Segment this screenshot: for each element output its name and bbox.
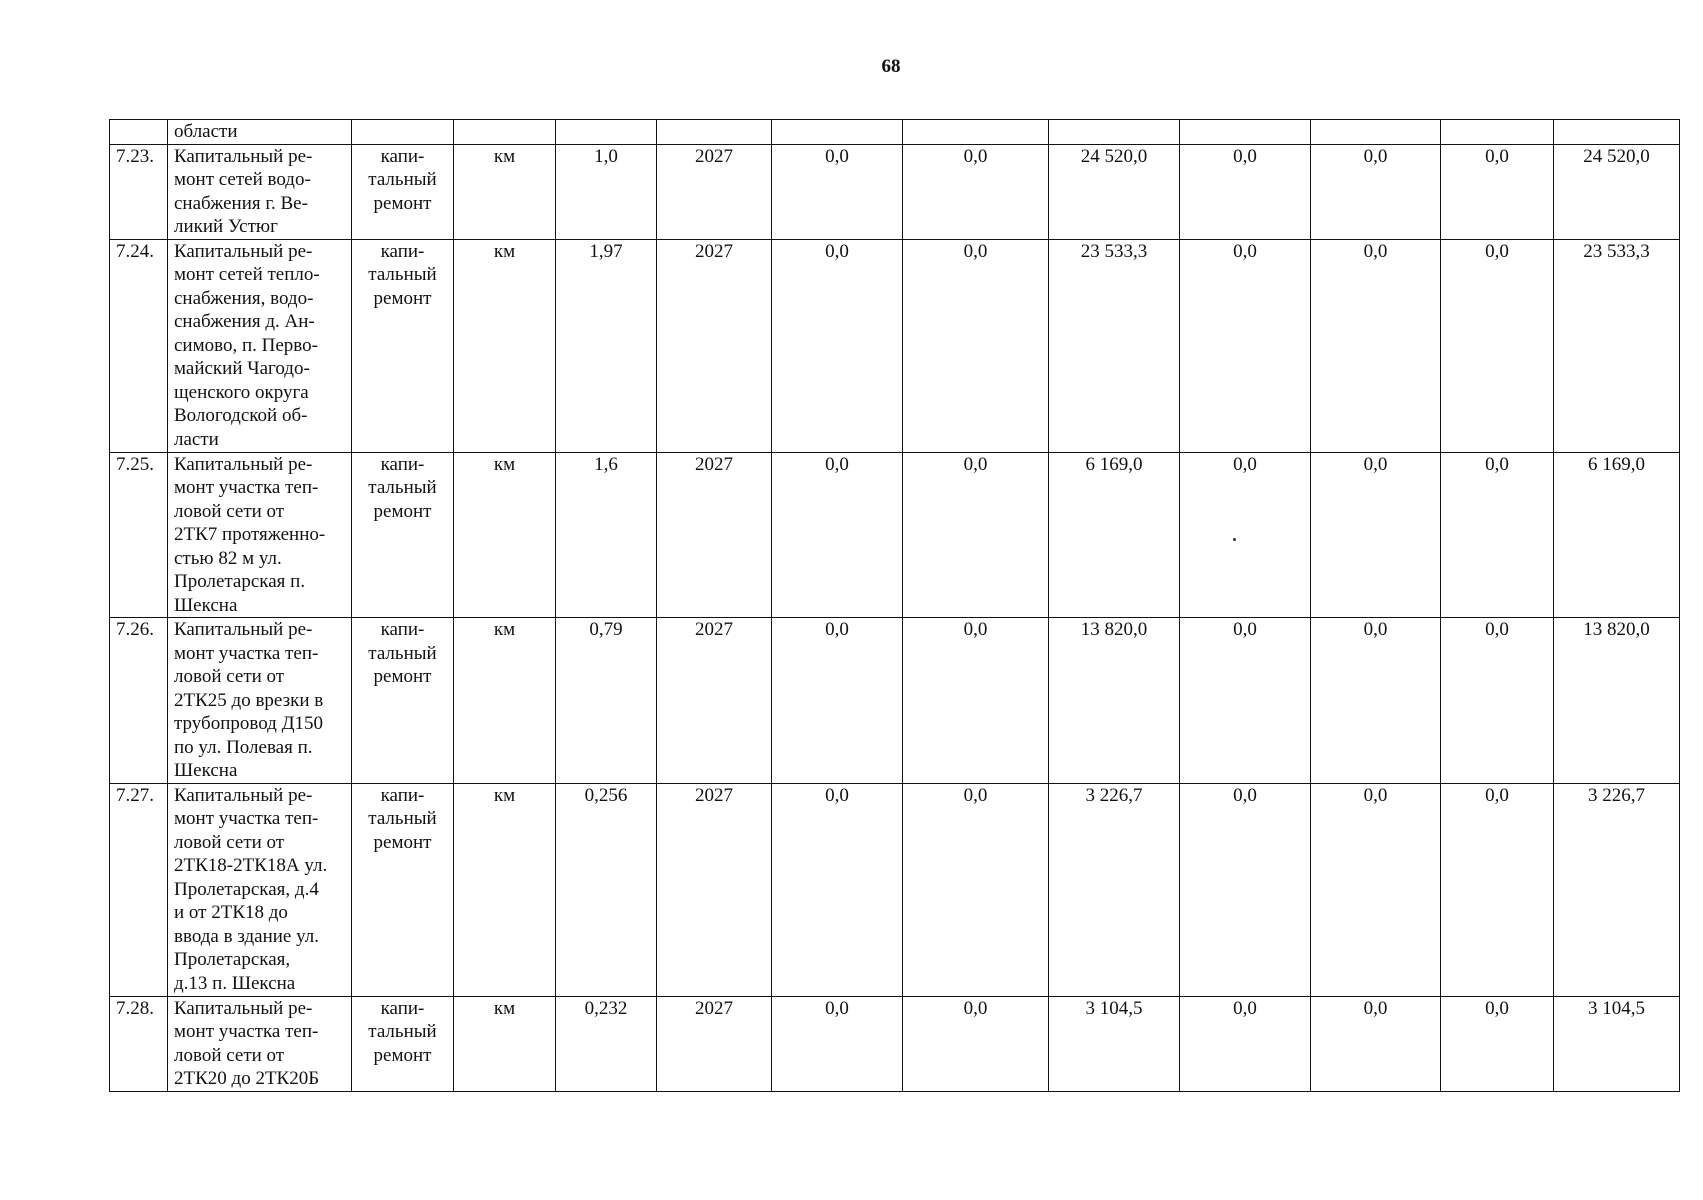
cell-type xyxy=(352,618,454,784)
scan-speck xyxy=(1233,538,1236,541)
cell-num: 7.24. xyxy=(110,239,168,452)
cell-type-line: капи- xyxy=(380,145,425,167)
cell-v1: 0,0 xyxy=(772,996,903,1091)
cell-name-line: Пролетарская, д.4 xyxy=(174,878,319,900)
cell-v1: 0,0 xyxy=(772,783,903,996)
cell-name-line: ловой сети от xyxy=(174,831,285,853)
cell-total: 3 104,5 xyxy=(1554,996,1680,1091)
cell-name-line: ловой сети от xyxy=(174,500,285,522)
table-row-continuation xyxy=(110,120,1680,145)
cell-type-line: тальный xyxy=(368,642,437,664)
table-row xyxy=(110,783,1680,996)
cell-name-line: ловой сети от xyxy=(174,666,285,687)
cell-v2 xyxy=(903,120,1049,145)
cell-type-line: тальный xyxy=(368,264,437,285)
cell-qty: 1,0 xyxy=(556,144,657,239)
cell-name-line: трубопровод Д150 xyxy=(174,713,324,734)
table-row xyxy=(110,618,1680,784)
cell-name-line: монт сетей тепло- xyxy=(174,264,320,285)
table-row xyxy=(110,452,1680,618)
cell-v5: 0,0 xyxy=(1311,783,1441,996)
cell-v1: 0,0 xyxy=(772,144,903,239)
cell-name-line: по ул. Полевая п. xyxy=(174,736,313,758)
cell-qty: 0,232 xyxy=(556,996,657,1091)
cell-v3: 24 520,0 xyxy=(1049,144,1180,239)
cell-v1: 0,0 xyxy=(772,452,903,618)
cell-unit: км xyxy=(454,783,556,996)
cell-name xyxy=(168,996,352,1091)
cell-v4: 0,0 xyxy=(1180,239,1311,452)
cell-total: 13 820,0 xyxy=(1554,618,1680,784)
cell-year xyxy=(657,120,772,145)
cell-v2: 0,0 xyxy=(903,144,1049,239)
cell-name xyxy=(168,783,352,996)
cell-unit xyxy=(454,120,556,145)
cell-type-line: тальный xyxy=(368,808,437,829)
cell-unit: км xyxy=(454,618,556,784)
cell-year: 2027 xyxy=(657,618,772,784)
cell-name-line: ласти xyxy=(174,428,219,450)
table-body xyxy=(110,120,1680,1092)
cell-total: 3 226,7 xyxy=(1554,783,1680,996)
cell-name-line: 2ТК20 до 2ТК20Б xyxy=(174,1068,320,1089)
cell-v4: 0,0 xyxy=(1180,452,1311,618)
cell-unit: км xyxy=(454,996,556,1091)
cell-name-line: монт участка теп- xyxy=(174,642,319,664)
cell-num: 7.23. xyxy=(110,144,168,239)
cell-v6: 0,0 xyxy=(1441,783,1554,996)
table-row xyxy=(110,996,1680,1091)
cell-name-line: Капитальный ре- xyxy=(174,453,313,475)
cell-v2: 0,0 xyxy=(903,239,1049,452)
cell-name-line: симово, п. Перво- xyxy=(174,334,318,356)
cell-name-line: д.13 п. Шексна xyxy=(174,972,296,994)
cell-name-line: Капитальный ре- xyxy=(174,997,313,1019)
investment-table xyxy=(109,119,1680,1092)
cell-name-line: монт сетей водо- xyxy=(174,169,311,190)
cell-name-line: Пролетарская п. xyxy=(174,571,306,592)
cell-name-line: Капитальный ре- xyxy=(174,619,313,640)
cell-year: 2027 xyxy=(657,783,772,996)
cell-unit: км xyxy=(454,452,556,618)
cell-v4: 0,0 xyxy=(1180,144,1311,239)
cell-qty: 1,97 xyxy=(556,239,657,452)
cell-total: 6 169,0 xyxy=(1554,452,1680,618)
cell-v5 xyxy=(1311,120,1441,145)
cell-year: 2027 xyxy=(657,239,772,452)
cell-name-line: Пролетарская, xyxy=(174,949,291,970)
cell-type-line: капи- xyxy=(380,619,425,640)
cell-v2: 0,0 xyxy=(903,618,1049,784)
cell-total: 24 520,0 xyxy=(1554,144,1680,239)
cell-name-line: ввода в здание ул. xyxy=(174,925,320,947)
cell-v6 xyxy=(1441,120,1554,145)
cell-v4: 0,0 xyxy=(1180,996,1311,1091)
cell-v1 xyxy=(772,120,903,145)
cell-qty: 0,79 xyxy=(556,618,657,784)
cell-v3: 3 226,7 xyxy=(1049,783,1180,996)
cell-type-line: ремонт xyxy=(373,500,432,522)
cell-unit: км xyxy=(454,239,556,452)
cell-v5: 0,0 xyxy=(1311,452,1441,618)
cell-num: 7.28. xyxy=(110,996,168,1091)
cell-v5: 0,0 xyxy=(1311,618,1441,784)
cell-type-line: тальный xyxy=(368,477,437,498)
cell-name xyxy=(168,618,352,784)
page-number: 68 xyxy=(881,56,901,77)
cell-type xyxy=(352,452,454,618)
cell-type-line: ремонт xyxy=(373,192,432,214)
cell-type-line: капи- xyxy=(380,784,425,806)
cell-name-line: монт участка теп- xyxy=(174,1021,319,1042)
cell-type xyxy=(352,996,454,1091)
cell-year: 2027 xyxy=(657,144,772,239)
cell-v3 xyxy=(1049,120,1180,145)
cell-v6: 0,0 xyxy=(1441,452,1554,618)
cell-type xyxy=(352,239,454,452)
cell-name-line: 2ТК18-2ТК18А ул. xyxy=(174,855,328,876)
cell-num: 7.26. xyxy=(110,618,168,784)
cell-name-line: 2ТК7 протяженно- xyxy=(174,524,326,545)
cell-v4: 0,0 xyxy=(1180,618,1311,784)
cell-total: 23 533,3 xyxy=(1554,239,1680,452)
cell-v6: 0,0 xyxy=(1441,144,1554,239)
cell-v2: 0,0 xyxy=(903,996,1049,1091)
table-row xyxy=(110,239,1680,452)
cell-v4 xyxy=(1180,120,1311,145)
cell-v1: 0,0 xyxy=(772,618,903,784)
cell-v6: 0,0 xyxy=(1441,239,1554,452)
cell-name-line: ликий Устюг xyxy=(174,216,278,237)
cell-name-line: Шексна xyxy=(174,760,238,781)
cell-name xyxy=(168,144,352,239)
cell-qty: 0,256 xyxy=(556,783,657,996)
cell-v3: 6 169,0 xyxy=(1049,452,1180,618)
cell-v3: 3 104,5 xyxy=(1049,996,1180,1091)
cell-year: 2027 xyxy=(657,996,772,1091)
cell-v3: 23 533,3 xyxy=(1049,239,1180,452)
cell-total xyxy=(1554,120,1680,145)
cell-qty: 1,6 xyxy=(556,452,657,618)
cell-name-line: Вологодской об- xyxy=(174,405,308,426)
cell-name-line: Капитальный ре- xyxy=(174,784,313,806)
cell-name-line: области xyxy=(174,121,238,142)
cell-name-line: Капитальный ре- xyxy=(174,240,313,262)
cell-v1: 0,0 xyxy=(772,239,903,452)
cell-name-line: и от 2ТК18 до xyxy=(174,902,288,923)
cell-v5: 0,0 xyxy=(1311,239,1441,452)
cell-name-line: 2ТК25 до врезки в xyxy=(174,689,324,711)
cell-num: 7.27. xyxy=(110,783,168,996)
cell-v6: 0,0 xyxy=(1441,618,1554,784)
cell-type xyxy=(352,144,454,239)
cell-qty xyxy=(556,120,657,145)
cell-v3: 13 820,0 xyxy=(1049,618,1180,784)
table-row xyxy=(110,144,1680,239)
cell-name-line: стью 82 м ул. xyxy=(174,547,282,569)
cell-name-line: монт участка теп- xyxy=(174,808,319,829)
cell-name-line: снабжения, водо- xyxy=(174,287,314,309)
cell-type xyxy=(352,120,454,145)
cell-name-line: щенского округа xyxy=(174,381,309,403)
cell-v5: 0,0 xyxy=(1311,144,1441,239)
cell-v6: 0,0 xyxy=(1441,996,1554,1091)
cell-v2: 0,0 xyxy=(903,783,1049,996)
cell-unit: км xyxy=(454,144,556,239)
cell-type-line: ремонт xyxy=(373,1044,432,1066)
cell-type-line: капи- xyxy=(380,240,425,262)
cell-type xyxy=(352,783,454,996)
cell-type-line: тальный xyxy=(368,1021,437,1042)
cell-name-line: монт участка теп- xyxy=(174,477,319,498)
cell-type-line: капи- xyxy=(380,453,425,475)
cell-v4: 0,0 xyxy=(1180,783,1311,996)
cell-name-line: Шексна xyxy=(174,594,238,616)
cell-name-line: Капитальный ре- xyxy=(174,145,313,167)
cell-num xyxy=(110,120,168,145)
cell-type-line: ремонт xyxy=(373,287,432,309)
cell-num: 7.25. xyxy=(110,452,168,618)
cell-type-line: капи- xyxy=(380,997,425,1019)
cell-year: 2027 xyxy=(657,452,772,618)
cell-name-line: снабжения г. Ве- xyxy=(174,192,308,214)
cell-name-line: майский Чагодо- xyxy=(174,358,310,379)
cell-type-line: тальный xyxy=(368,169,437,190)
cell-v2: 0,0 xyxy=(903,452,1049,618)
cell-name xyxy=(168,452,352,618)
cell-name xyxy=(168,239,352,452)
cell-name xyxy=(168,120,352,145)
cell-name-line: снабжения д. Ан- xyxy=(174,311,315,332)
cell-name-line: ловой сети от xyxy=(174,1044,285,1066)
cell-type-line: ремонт xyxy=(373,666,432,687)
cell-type-line: ремонт xyxy=(373,831,432,853)
cell-v5: 0,0 xyxy=(1311,996,1441,1091)
